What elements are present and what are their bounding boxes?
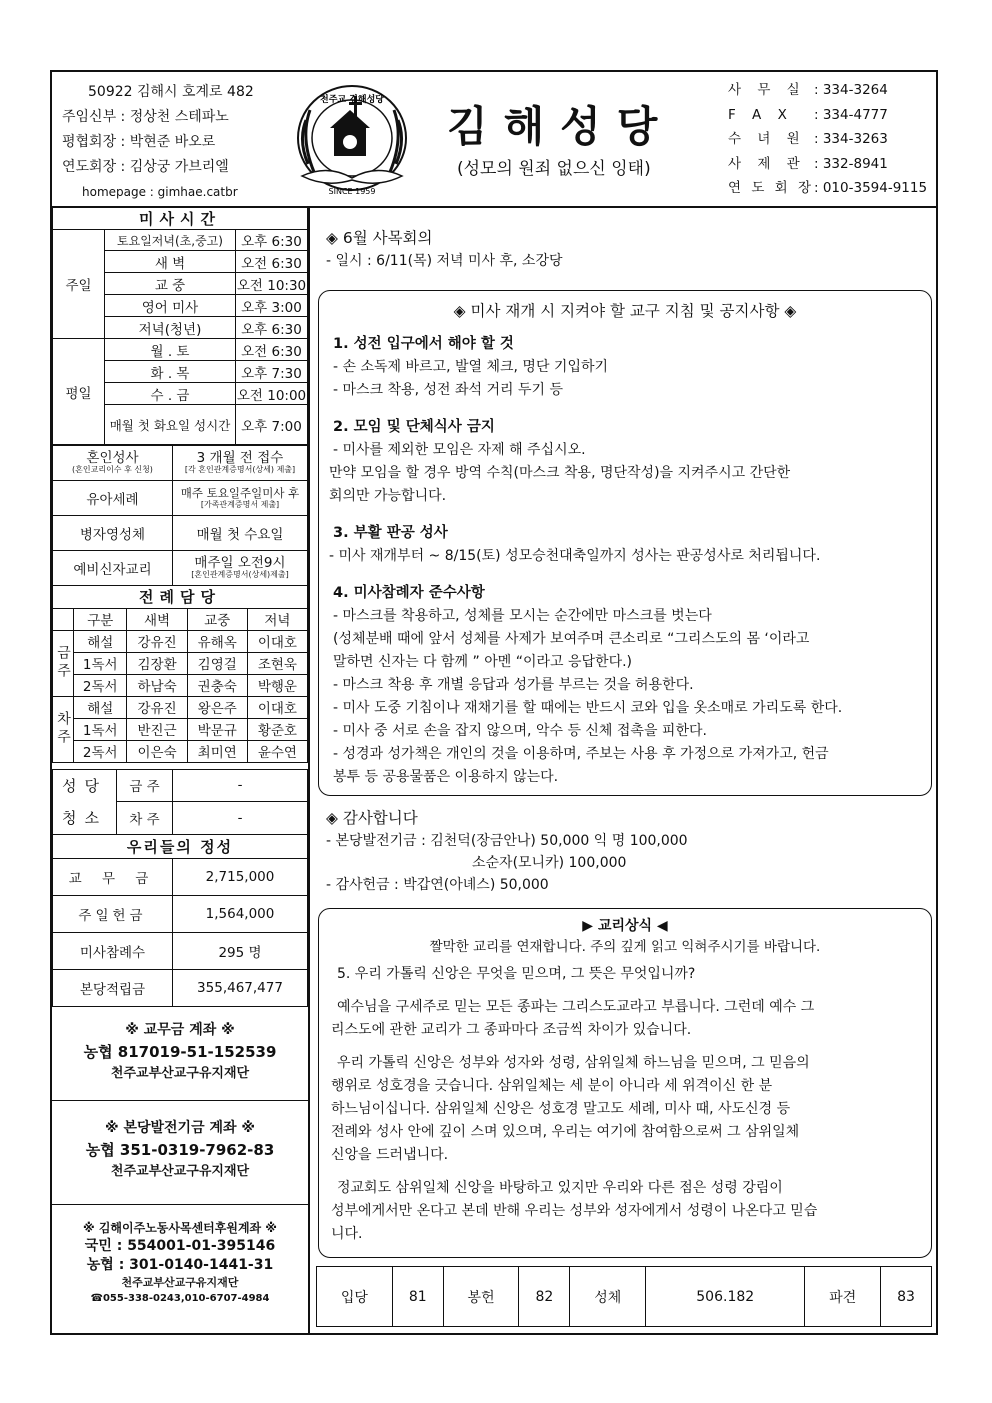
liturgy-title: 전례담당	[53, 586, 308, 608]
header	[52, 72, 936, 208]
contact-row: 사 무 실 : 334-3264	[728, 82, 888, 98]
contact-row: 수 녀 원 : 334-3263	[728, 131, 888, 147]
account-box-2: ※ 본당발전기금 계좌 ※ 농협 351-0319-7962-83 천주교부산교구유지재단	[52, 1101, 308, 1205]
logo-ring-text: 천주교 김해성당	[320, 95, 384, 105]
address: 50922 김해시 호계로 482	[88, 84, 254, 100]
contact-row: 연 도 회 장 : 010-3594-9115	[728, 180, 928, 196]
meeting-section: ◈ 6월 사목회의 - 일시 : 6/11(목) 저녁 미사 후, 소강당	[326, 229, 563, 269]
offering-table: 우리들의 정성 교 무 금 2,715,000 주일헌금 1,564,000 미사참례수 295 명 본당적립금 355,467,477	[52, 835, 308, 1008]
sacraments-table: 혼인성사 (혼인교리이수 후 신청) 3 개월 전 접수 [각 혼인관계증명서(상세) 제출] 유아세례 매주 토요일주일미사 후 [가족관계증명서 제출] 병자영성체 매월 첫 수요일 예비신자교리 매주일 오전9시 [혼인관계증명서(상세)제출]	[52, 445, 308, 586]
offering-title: 우리들의 정성	[53, 835, 308, 859]
catechism-box: ▶ 교리상식 ◀ 짤막한 교리를 연재합니다. 주의 깊게 읽고 익혀주시기를 바랍니다. 5. 우리 가톨릭 신앙은 무엇을 믿으며, 그 뜻은 무엇입니까? 예수님을 구세주로 믿는 모든 종파는 그리스도교라고 부릅니다. 그런데 예수 그 리스도에 관한 교리가 그 종파마다 조금씩 차이가 있습니다. 우리 가톨릭 신앙은 성부와 성자와 성령, 삼위일체 하느님을 믿으며, 그 믿음의 행위로 성호경을 긋습니다. 삼위일체는 세 분이 아니라 세 위격이신 한 분 하느님이십니다. 삼위일체 신앙은 성호경 말고도 세례, 미사 때, 사도신경 등 전례와 성사 안에 깊이 스며 있으며, 우리는 여기에 참여함으로써 그 삼위일체 신앙을 드러냅니다. 정교회도 삼위일체 신앙을 바탕하고 있지만 우리와 다른 점은 성령 강림이 성부에게서만 온다고 본데 반해 우리는 성부와 성자에게서 성령이 나온다고 믿습 니다.	[318, 908, 932, 1258]
bulletin-subtitle: (성모의 원죄 없으신 잉태)	[457, 159, 651, 179]
bulletin-frame	[50, 70, 938, 1335]
hymn-table: 입당 81 봉헌 82 성체 506.182 파견 83	[316, 1266, 932, 1327]
contact-list	[728, 78, 927, 201]
parish-logo	[288, 80, 416, 200]
thanks-section: ◈ 감사합니다 - 본당발전기금 : 김천덕(장금안나) 50,000 익 명 100,000 소순자(모니카) 100,000 - 감사헌금 : 박갑연(아녜스) 50,000	[326, 809, 688, 893]
main-content	[312, 208, 936, 1335]
pastor: 주임신부 : 정상천 스테파노	[62, 109, 229, 125]
bulletin-title: 김해성당	[447, 102, 674, 151]
contact-row: F A X : 334-4777	[728, 106, 888, 123]
sunday-label: 주일	[53, 230, 105, 339]
elderly-president: 연도회장 : 김상궁 가브리엘	[62, 159, 229, 175]
mass-times-table: 미사시간 주일 토요일저녁(초,중고) 오후 6:30 새 벽 오전 6:30 교 중 오전 10:30 영어 미사 오후 3:00 저녁(청년) 오후 6:30 평일 월 . 토 오전 6:30 화 . 목 오후 7:30 수 . 금 오전 10:00 매월 첫 화요일 성시간 오후 7:00	[52, 208, 308, 445]
council-president: 평협회장 : 박현준 바오로	[62, 134, 216, 150]
cleaning-label: 성당 청소	[53, 769, 117, 834]
cleaning-table: 성당 청소 금 주 - 차 주 -	[52, 769, 308, 835]
weekday-label: 평일	[53, 339, 105, 445]
labor-center-box: ※ 김해이주노동사목센터후원계좌 ※ 국민 : 554001-01-395146 농협 : 301-0140-1441-31 천주교부산교구유지재단 ☎055-338-0243,010-6707-4984	[83, 1221, 277, 1304]
account-box-1: ※ 교무금 계좌 ※ 농협 817019-51-152539 천주교부산교구유지재단	[52, 1007, 308, 1101]
mass-times-title: 미사시간	[53, 208, 308, 230]
this-week-label: 금주	[53, 630, 74, 696]
sidebar	[52, 208, 310, 1335]
guidelines-box: ◈ 미사 재개 시 지켜야 할 교구 지침 및 공지사항 ◈ 1. 성전 입구에서 해야 할 것 - 손 소독제 바르고, 발열 체크, 명단 기입하기 - 마스크 착용, 성전 좌석 거리 두기 등 2. 모임 및 단체식사 금지 - 미사를 제외한 모임은 자제 해 주십시오. 만약 모임을 할 경우 방역 수칙(마스크 착용, 명단작성)을 지켜주시고 간단한 회의만 가능합니다. 3. 부활 판공 성사 - 미사 재개부터 ~ 8/15(토) 성모승천대축일까지 성사는 판공성사로 처리됩니다. 4. 미사참례자 준수사항 - 마스크를 착용하고, 성체를 모시는 순간에만 마스크를 벗는다 (성체분배 때에 앞서 성체를 사제가 보여주며 큰소리로 “그리스도의 몸 ‘이라고 말하면 신자는 다 함께 ” 아멘 “이라고 응답한다.) - 마스크 착용 후 개별 응답과 성가를 부르는 것을 허용한다. - 미사 도중 기침이나 재채기를 할 때에는 반드시 코와 입을 옷소매로 가리도록 한다. - 미사 중 서로 손을 잡지 않으며, 악수 등 신체 접촉을 피한다. - 성경과 성가책은 개인의 것을 이용하며, 주보는 사용 후 가정으로 가져가고, 헌금 봉투 등 공용물품은 이용하지 않는다.	[318, 290, 932, 796]
contact-row: 사 제 관 : 332-8941	[728, 155, 888, 172]
next-week-label: 차주	[53, 696, 74, 762]
liturgy-table: 전례담당 구분 새벽 교중 저녁 금주 해설 강유진 유해옥 이대호 1독서 김장환 김영걸 조현욱 2독서 하남숙 권충숙 박행운 차주 해설 강유진 왕은주 이대호 1독서 반진근 박문규 황준호 2독서 이은숙 최미연 윤수연	[52, 586, 308, 763]
homepage: homepage : gimhae.catbr	[82, 185, 238, 199]
logo-since: SINCE 1959	[328, 187, 376, 196]
parish-info	[62, 80, 254, 205]
